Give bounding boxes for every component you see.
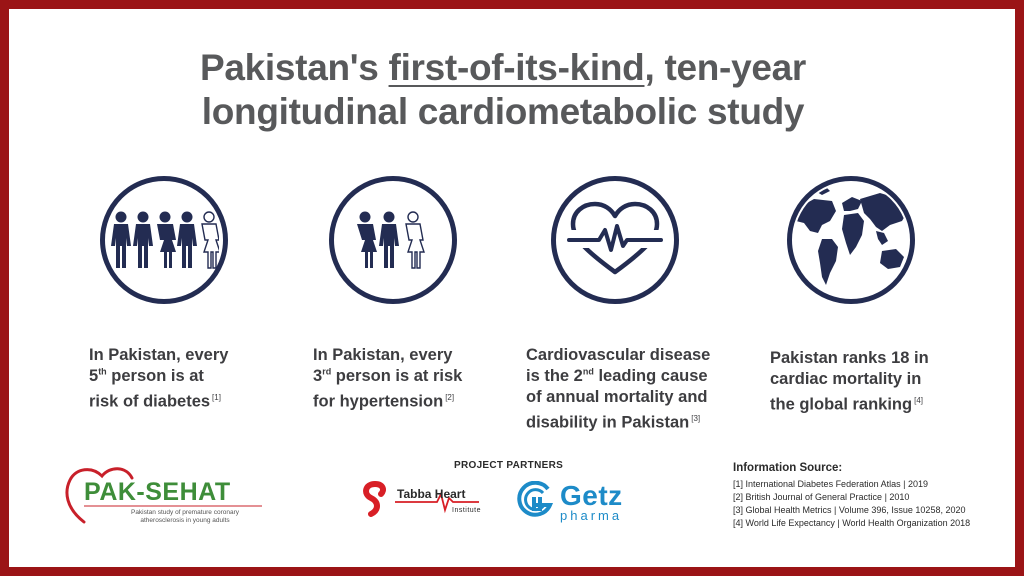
stat-2-line2: person is at risk: [331, 367, 463, 385]
stat-1-line1: In Pakistan, every: [89, 346, 229, 364]
source-item: [2] British Journal of General Practice | 2010: [733, 492, 910, 502]
stat-2-icon-circle: [329, 176, 457, 304]
stat-2-ordinal: rd: [322, 366, 332, 377]
pak-sehat-tagline: Pakistan study of premature coronary atherosclerosis in young adults: [130, 509, 240, 524]
stat-3-ref: [3]: [691, 414, 701, 423]
globe-icon: [792, 181, 910, 299]
stat-2-line1: In Pakistan, every: [313, 346, 453, 364]
source-item: [1] International Diabetes Federation Atlas | 2019: [733, 479, 928, 489]
heart-pulse-icon: [565, 200, 665, 280]
stat-4-line2: cardiac mortality in: [770, 370, 922, 388]
three-people-icon: [353, 210, 433, 270]
sources-title: Information Source:: [733, 462, 843, 474]
getz-name: Getz: [560, 480, 623, 511]
getz-sub: pharma: [560, 508, 623, 523]
stat-1-line3: risk of diabetes: [89, 392, 211, 411]
stat-1-icon-circle: [100, 176, 228, 304]
tabba-heart-sub: Institute: [452, 507, 482, 514]
stat-4-icon-circle: [787, 176, 915, 304]
stat-1-ordinal: th: [98, 366, 107, 377]
page-title: [0, 46, 1006, 134]
stat-3-line1: Cardiovascular disease: [526, 346, 711, 364]
stat-3-text: [526, 345, 710, 434]
title-line2: longitudinal cardiometabolic study: [201, 91, 805, 132]
stat-3-icon-circle: [551, 176, 679, 304]
stat-3-line2-pre: is the 2: [526, 367, 583, 385]
tabba-heart-name: Tabba Heart: [397, 487, 466, 501]
stat-4-line1: Pakistan ranks 18 in: [770, 349, 929, 367]
stat-4-text: [770, 348, 929, 416]
source-item: [4] World Life Expectancy | World Health Organization 2018: [733, 518, 971, 528]
title-pre: Pakistan's: [199, 47, 389, 88]
five-people-icon: [109, 210, 219, 270]
stat-2-line3: for hypertension: [313, 392, 444, 411]
getz-logo-icon: [516, 481, 554, 519]
stat-3-ordinal: nd: [582, 366, 594, 377]
partners-label: PROJECT PARTNERS: [454, 460, 564, 471]
stat-1-ref: [1]: [212, 393, 221, 402]
stat-3-line2: leading cause: [593, 367, 708, 385]
pak-sehat-name: PAK-SEHAT: [84, 478, 231, 506]
stat-1-line2: person is at: [106, 367, 204, 385]
sources-list: [733, 478, 970, 530]
stat-2-text: [313, 345, 462, 413]
stat-2-num: 3: [313, 367, 323, 385]
stat-4-line3: the global ranking: [770, 395, 913, 414]
stat-3-line4: disability in Pakistan: [526, 413, 690, 432]
title-post: , ten-year: [644, 47, 806, 88]
stat-2-ref: [2]: [445, 393, 455, 402]
stat-3-line3: of annual mortality and: [526, 388, 708, 406]
title-emphasis: first-of-its-kind: [388, 47, 645, 88]
stat-1-num: 5: [89, 367, 99, 385]
stat-1-text: [89, 345, 228, 413]
source-item: [3] Global Health Metrics | Volume 396, Issue 10258, 2020: [733, 505, 966, 515]
stat-4-ref: [4]: [914, 396, 924, 405]
